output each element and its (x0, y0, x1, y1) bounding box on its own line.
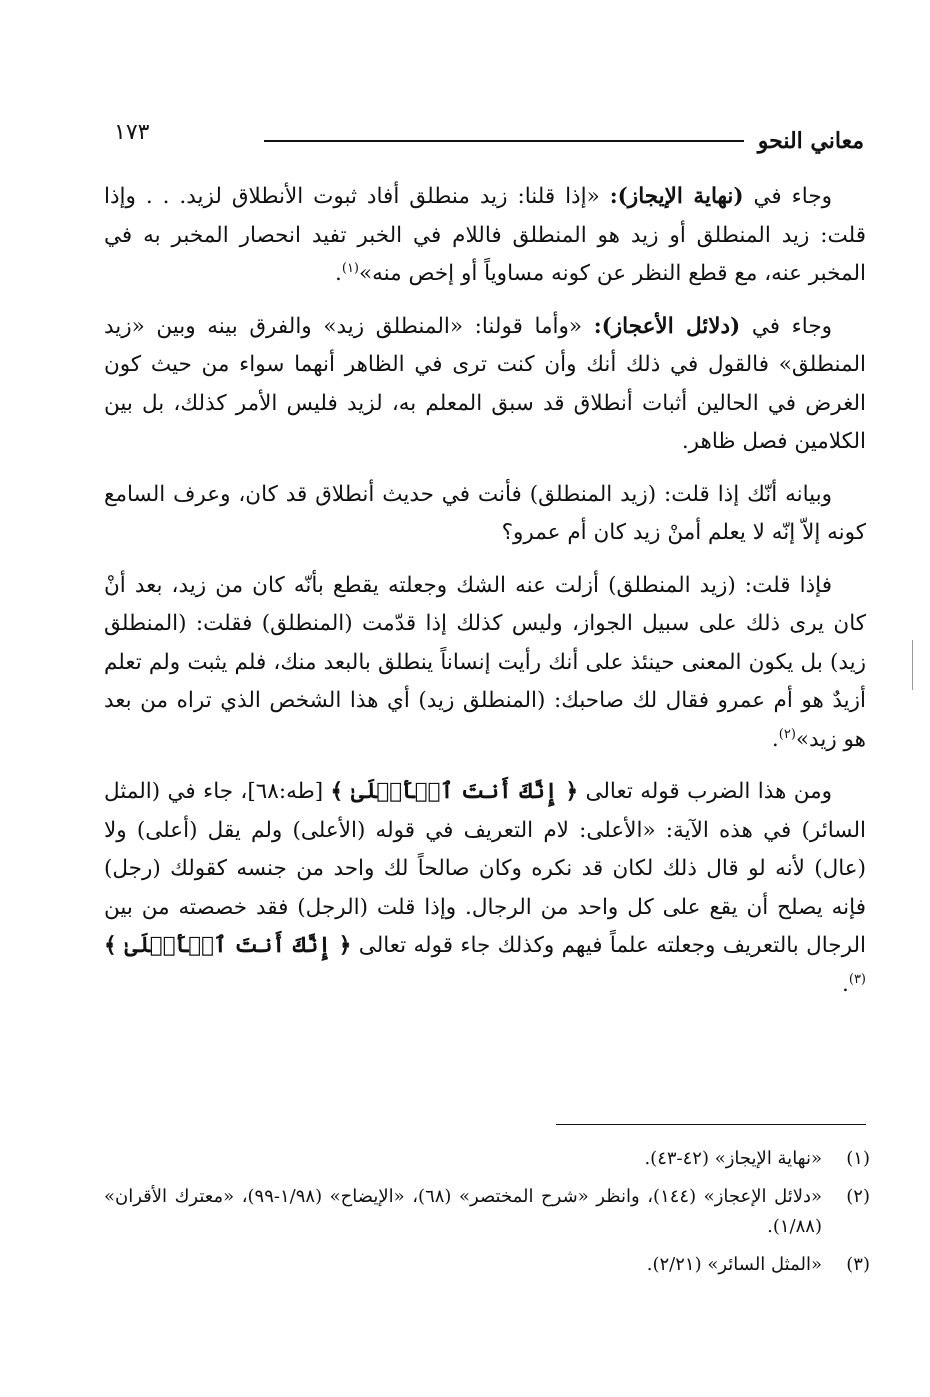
footnote-ref-1[interactable]: (١) (341, 260, 359, 276)
paragraph-5 (104, 773, 866, 1004)
paragraph-1-lead: وجاء في (753, 184, 832, 209)
footnote-number: (٢) (846, 1186, 870, 1207)
paragraph-1 (104, 178, 866, 294)
footnote-number: (١) (846, 1148, 870, 1169)
footnote-text: «دلائل الإعجاز» (١٤٤)، وانظر «شرح المختصر» (٦٨)، «الإيضاح» (١/٩٨-٩٩)، «معترك الأقران» (١/٨٨). (104, 1186, 822, 1237)
paragraph-5-end: . (842, 971, 849, 997)
footnote-text: «نهاية الإيجاز» (٤٢-٤٣). (644, 1148, 822, 1169)
running-title: معاني النحو (757, 128, 864, 154)
footnotes (104, 1144, 870, 1288)
footnote-ref-3[interactable]: (٣) (848, 971, 866, 987)
paragraph-4-end: . (771, 726, 779, 752)
paragraph-4 (104, 567, 866, 760)
paragraph-2-source: (دلائل الأعجاز): (593, 313, 741, 339)
page-number: ١٧٣ (114, 120, 150, 145)
footnote-number: (٣) (846, 1254, 870, 1275)
footnote-1 (104, 1144, 870, 1174)
paragraph-5-text-a: ومن هذا الضرب قوله تعالى (585, 779, 832, 804)
main-text (104, 178, 866, 1014)
paragraph-1-source: (نهاية الإيجاز): (609, 184, 744, 209)
paragraph-5-text-b: [طه:٦٨]، جاء في (المثل السائر) في هذه الآية: «الأعلى: لام التعريف في قوله (الأعلى) ولم يقل (أعلى) ولا (عال) لأنه لو قال ذلك لكان قد نكره وكان صالحاً لك واحد من جنسه كقولك (رجل) فإنه يصلح أن يقع على كل واحد من الرجال. وإذا قلت (الرجل) فقد خصصته من بين الرجال بالتعريف وجعلته علماً فيهم وكذلك جاء قوله تعالى (104, 779, 866, 958)
paragraph-3-text: وبيانه أنّك إذا قلت: (زيد المنطلق) فأنت في حديث أنطلاق قد كان، وعرف السامع كونه إلاّ إنّه لا يعلم أمنْ زيد كان أم عمرو؟ (104, 481, 866, 545)
paragraph-1-end: . (335, 261, 342, 286)
margin-mark (912, 640, 913, 690)
quran-verse: ﴿ إِنَّكَ أَنتَ ٱلۡأَعۡلَىٰ ﴾ (330, 779, 579, 804)
page-header (104, 118, 864, 166)
footnote-text: «المثل السائر» (٢/٢١). (646, 1254, 822, 1275)
footnote-2 (104, 1182, 870, 1242)
paragraph-2-lead: وجاء في (751, 313, 832, 339)
footnote-ref-2[interactable]: (٢) (778, 726, 796, 742)
paragraph-2 (104, 308, 866, 462)
paragraph-1-text: «إذا قلنا: زيد منطلق أفاد ثبوت الأنطلاق لزيد. . . وإذا قلت: زيد المنطلق أو زيد هو المنطلق فاللام في الخبر تفيد انحصار المخبر به في المخبر عنه، مع قطع النظر عن كونه مساوياً أو إخص منه» (104, 184, 866, 286)
paragraph-4-text: فإذا قلت: (زيد المنطلق) أزلت عنه الشك وجعلته يقطع بأنّه كان من زيد، بعد أنْ كان يرى ذلك على سبيل الجواز، وليس كذلك إذا قدّمت (المنطلق) فقلت: (المنطلق زيد) بل يكون المعنى حينئذ على أنك رأيت إنساناً ينطلق بالبعد منك، فلم يثبت ولم تعلم أزيدٌ هو أم عمرو فقال لك صاحبك: (المنطلق زيد) أي هذا الشخص الذي تراه من بعد هو زيد» (104, 572, 866, 752)
footnote-separator (556, 1124, 866, 1125)
header-rule (264, 140, 744, 142)
paragraph-2-text: «وأما قولنا: «المنطلق زيد» والفرق بينه وبين «زيد المنطلق» فالقول في ذلك أنك وأن كنت ترى في الظاهر أنهما سواء من حيث كون الغرض في الحالين أثبات أنطلاق قد سبق المعلم به، لزيد فليس الأمر كذلك، بل بين الكلامين فصل ظاهر. (104, 313, 866, 454)
footnote-3 (104, 1250, 870, 1280)
paragraph-3 (104, 476, 866, 553)
quran-verse-2: ﴿ إِنَّكَ أَنتَ ٱلۡأَعۡلَىٰ ﴾ (104, 933, 352, 958)
